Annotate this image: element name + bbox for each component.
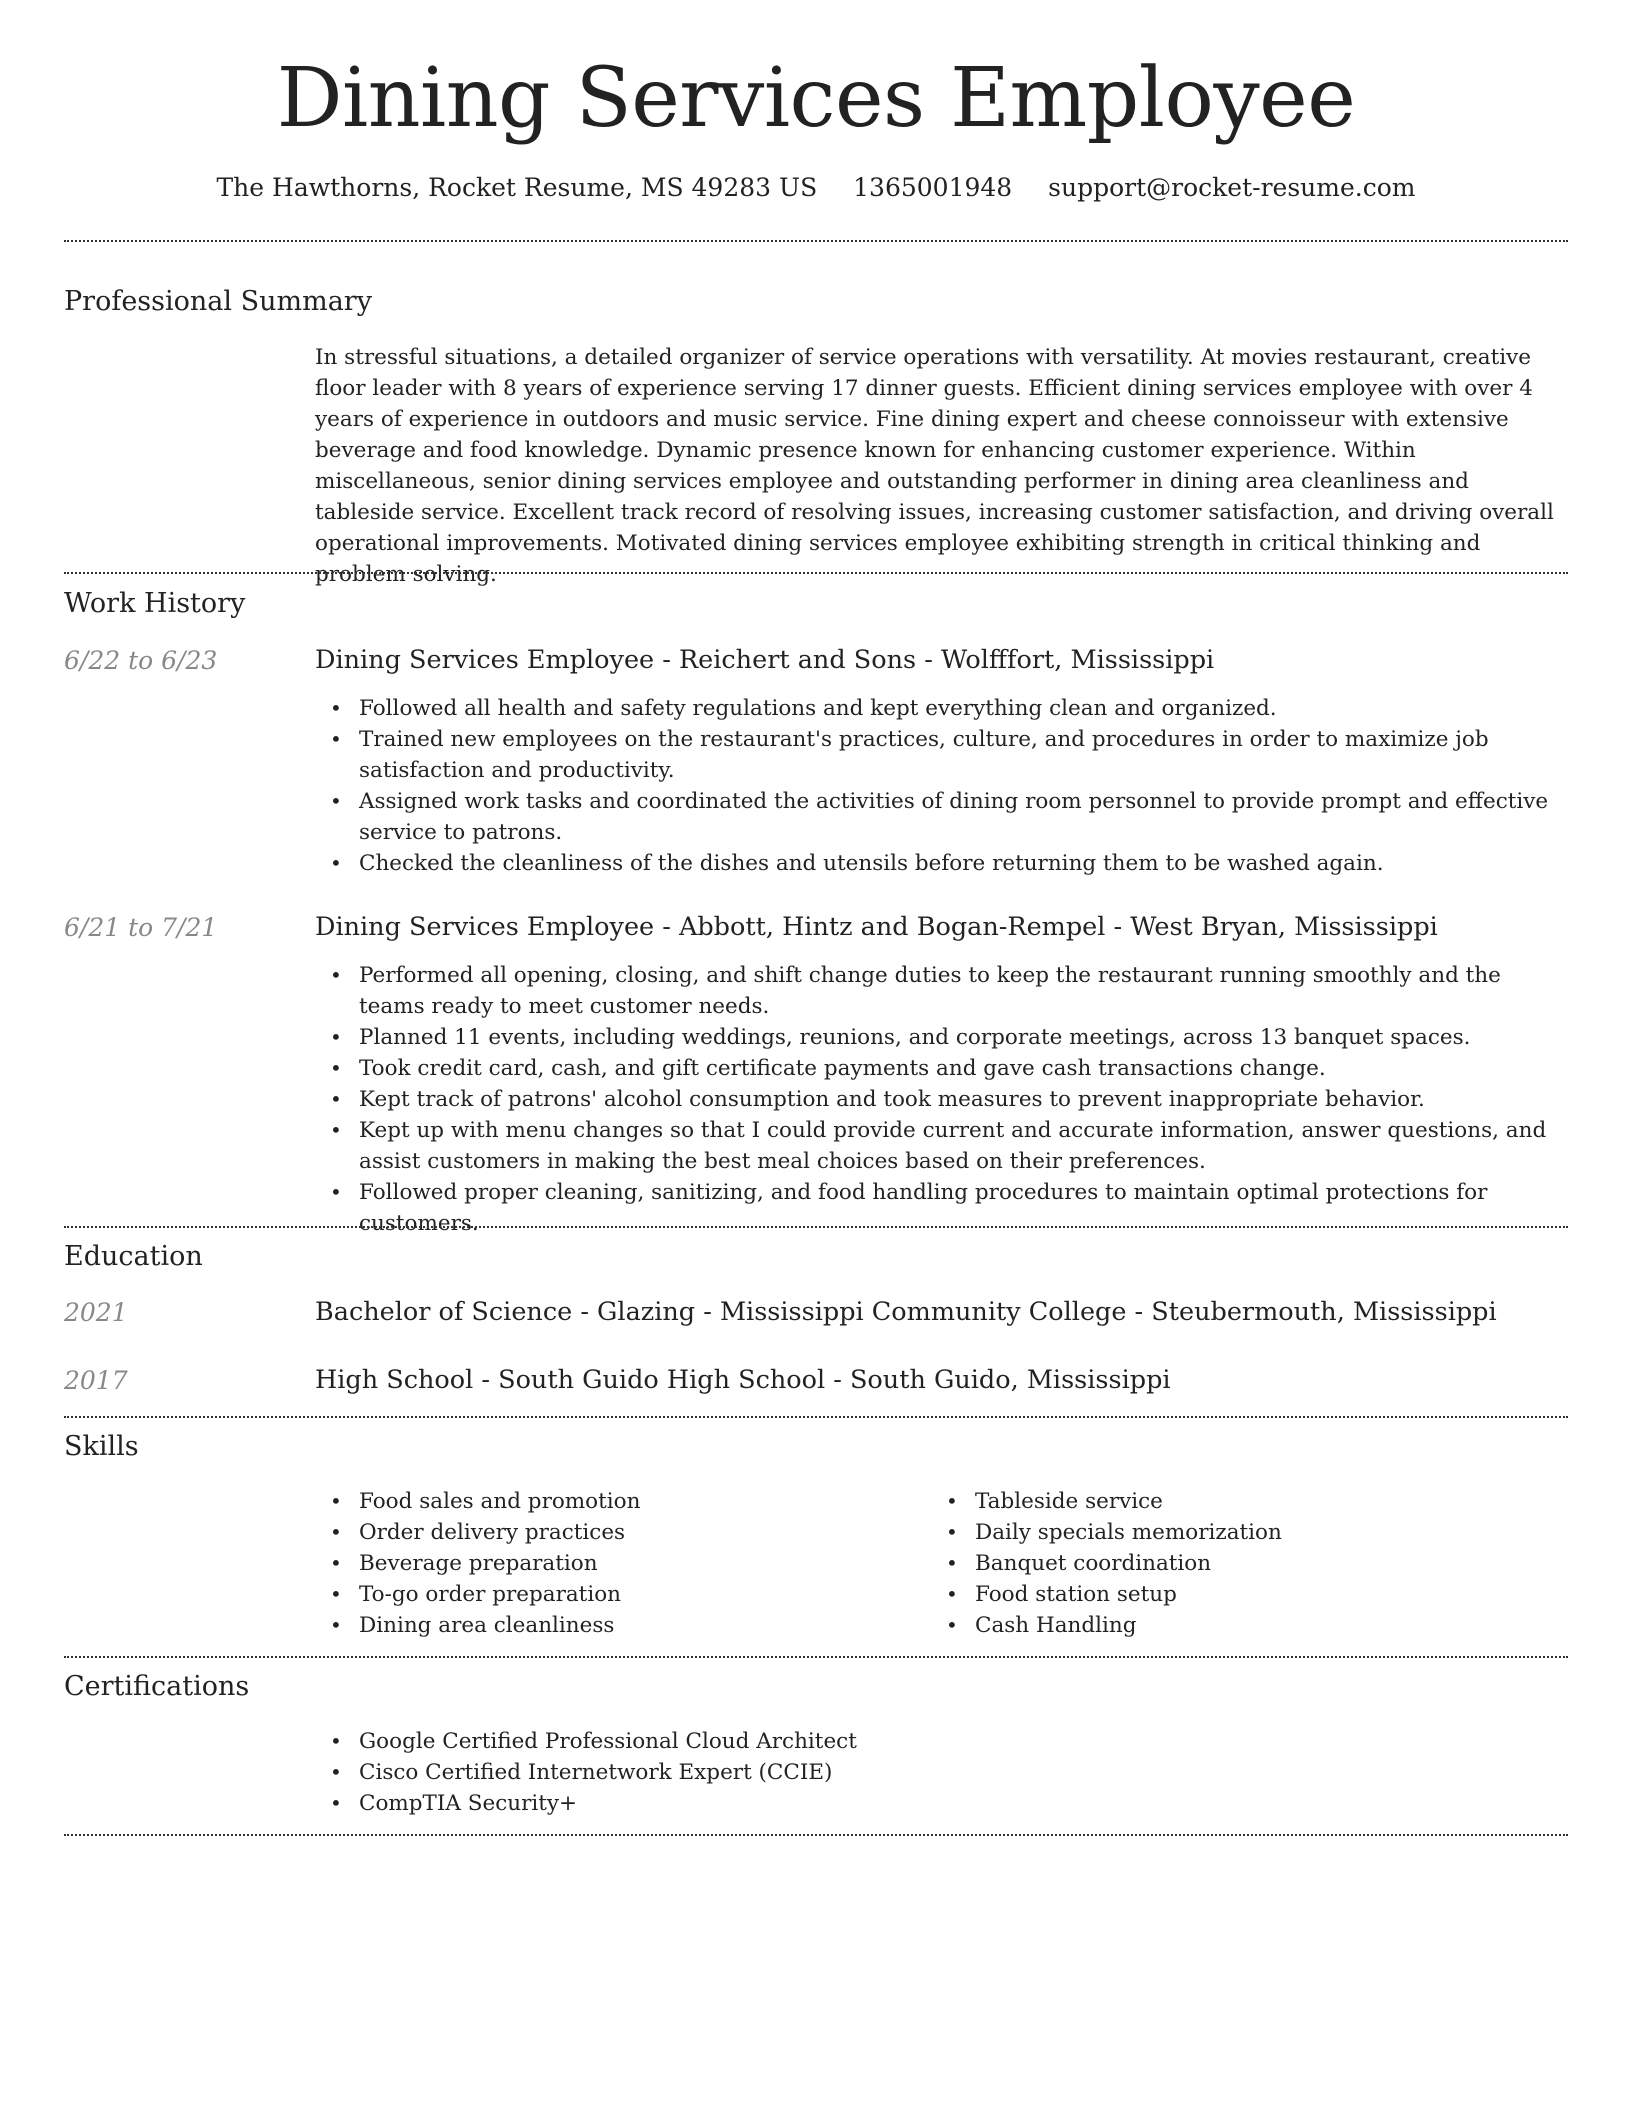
list-item: • Kept track of patrons' alcohol consumption and took measures to prevent inappropriate behavior. [315,1084,1568,1115]
divider [64,1656,1568,1658]
certification-item: • Cisco Certified Internetwork Expert (CCIE) [315,1757,1568,1788]
skills-column-left [315,1486,931,1641]
skill-item: • Food sales and promotion [315,1486,931,1517]
list-item: • Took credit card, cash, and gift certificate payments and gave cash transactions change. [315,1053,1568,1084]
education-entry [64,1365,1568,1395]
certification-item: • CompTIA Security+ [315,1788,1568,1819]
list-item: • Checked the cleanliness of the dishes and utensils before returning them to be washed again. [315,848,1568,879]
divider [64,1416,1568,1418]
skill-item: • Cash Handling [931,1610,1547,1641]
divider [64,572,1568,574]
skills-title: Skills [64,1431,139,1462]
job-bullets [315,693,1568,879]
list-item: • Followed proper cleaning, sanitizing, and food handling procedures to maintain optimal protections for customers. [315,1177,1568,1239]
skill-item: • Food station setup [931,1579,1547,1610]
contact-email: support@rocket-resume.com [1048,173,1416,202]
certifications-title: Certifications [64,1671,250,1702]
job-heading: Dining Services Employee - Abbott, Hintz and Bogan-Rempel - West Bryan, Mississippi [315,912,1438,942]
list-item: • Trained new employees on the restaurant's practices, culture, and procedures in order to maximize job satisfaction and productivity. [315,724,1568,786]
job-heading: Dining Services Employee - Reichert and Sons - Wolfffort, Mississippi [315,645,1215,675]
summary-title: Professional Summary [64,286,372,317]
list-item: • Performed all opening, closing, and shift change duties to keep the restaurant running smoothly and the teams ready to meet customer needs. [315,960,1568,1022]
job-date: 6/21 to 7/21 [64,913,218,942]
job-bullets [315,960,1568,1239]
skills-column-right [931,1486,1547,1641]
divider [64,1226,1568,1228]
skill-item: • Dining area cleanliness [315,1610,931,1641]
work-history-title: Work History [64,588,246,619]
skill-item: • Daily specials memorization [931,1517,1547,1548]
contact-line [64,175,1568,200]
divider [64,1834,1568,1836]
job-entry [64,645,1568,675]
list-item: • Assigned work tasks and coordinated the activities of dining room personnel to provide prompt and effective service to patrons. [315,786,1568,848]
contact-address: The Hawthorns, Rocket Resume, MS 49283 US [216,173,818,202]
education-date: 2021 [64,1298,128,1327]
list-item: • Planned 11 events, including weddings, reunions, and corporate meetings, across 13 banquet spaces. [315,1022,1568,1053]
education-heading: Bachelor of Science - Glazing - Mississippi Community College - Steubermouth, Mississippi [315,1297,1497,1327]
list-item: • Followed all health and safety regulations and kept everything clean and organized. [315,693,1568,724]
divider [64,240,1568,242]
certification-item: • Google Certified Professional Cloud Architect [315,1726,1568,1757]
skill-item: • Tableside service [931,1486,1547,1517]
summary-text: In stressful situations, a detailed organizer of service operations with versatility. At movies restaurant, creative floor leader with 8 years of experience serving 17 dinner guests. Efficient dining services employee with over 4 years of experience in outdoors and music service. Fine dining expert and cheese connoisseur with extensive beverage and food knowledge. Dynamic presence known for enhancing customer experience. Within miscellaneous, senior dining services employee and outstanding performer in dining area cleanliness and tableside service. Excellent track record of resolving issues, increasing customer satisfaction, and driving overall operational improvements. Motivated dining services employee exhibiting strength in critical thinking and problem solving. [315,345,1554,587]
skill-item: • Beverage preparation [315,1548,931,1579]
contact-phone: 1365001948 [853,173,1013,202]
skill-item: • To-go order preparation [315,1579,931,1610]
certifications-list [315,1726,1568,1819]
skill-item: • Banquet coordination [931,1548,1547,1579]
education-heading: High School - South Guido High School - South Guido, Mississippi [315,1365,1171,1395]
education-entry [64,1297,1568,1327]
skill-item: • Order delivery practices [315,1517,931,1548]
job-entry [64,912,1568,942]
resume-header [64,0,1568,202]
candidate-name: Dining Services Employee [276,51,1356,146]
job-date: 6/22 to 6/23 [64,646,218,675]
skills-list [315,1486,1547,1641]
list-item: • Kept up with menu changes so that I could provide current and accurate information, answer questions, and assist customers in making the best meal choices based on their preferences. [315,1115,1568,1177]
education-title: Education [64,1241,203,1272]
education-date: 2017 [64,1366,128,1395]
